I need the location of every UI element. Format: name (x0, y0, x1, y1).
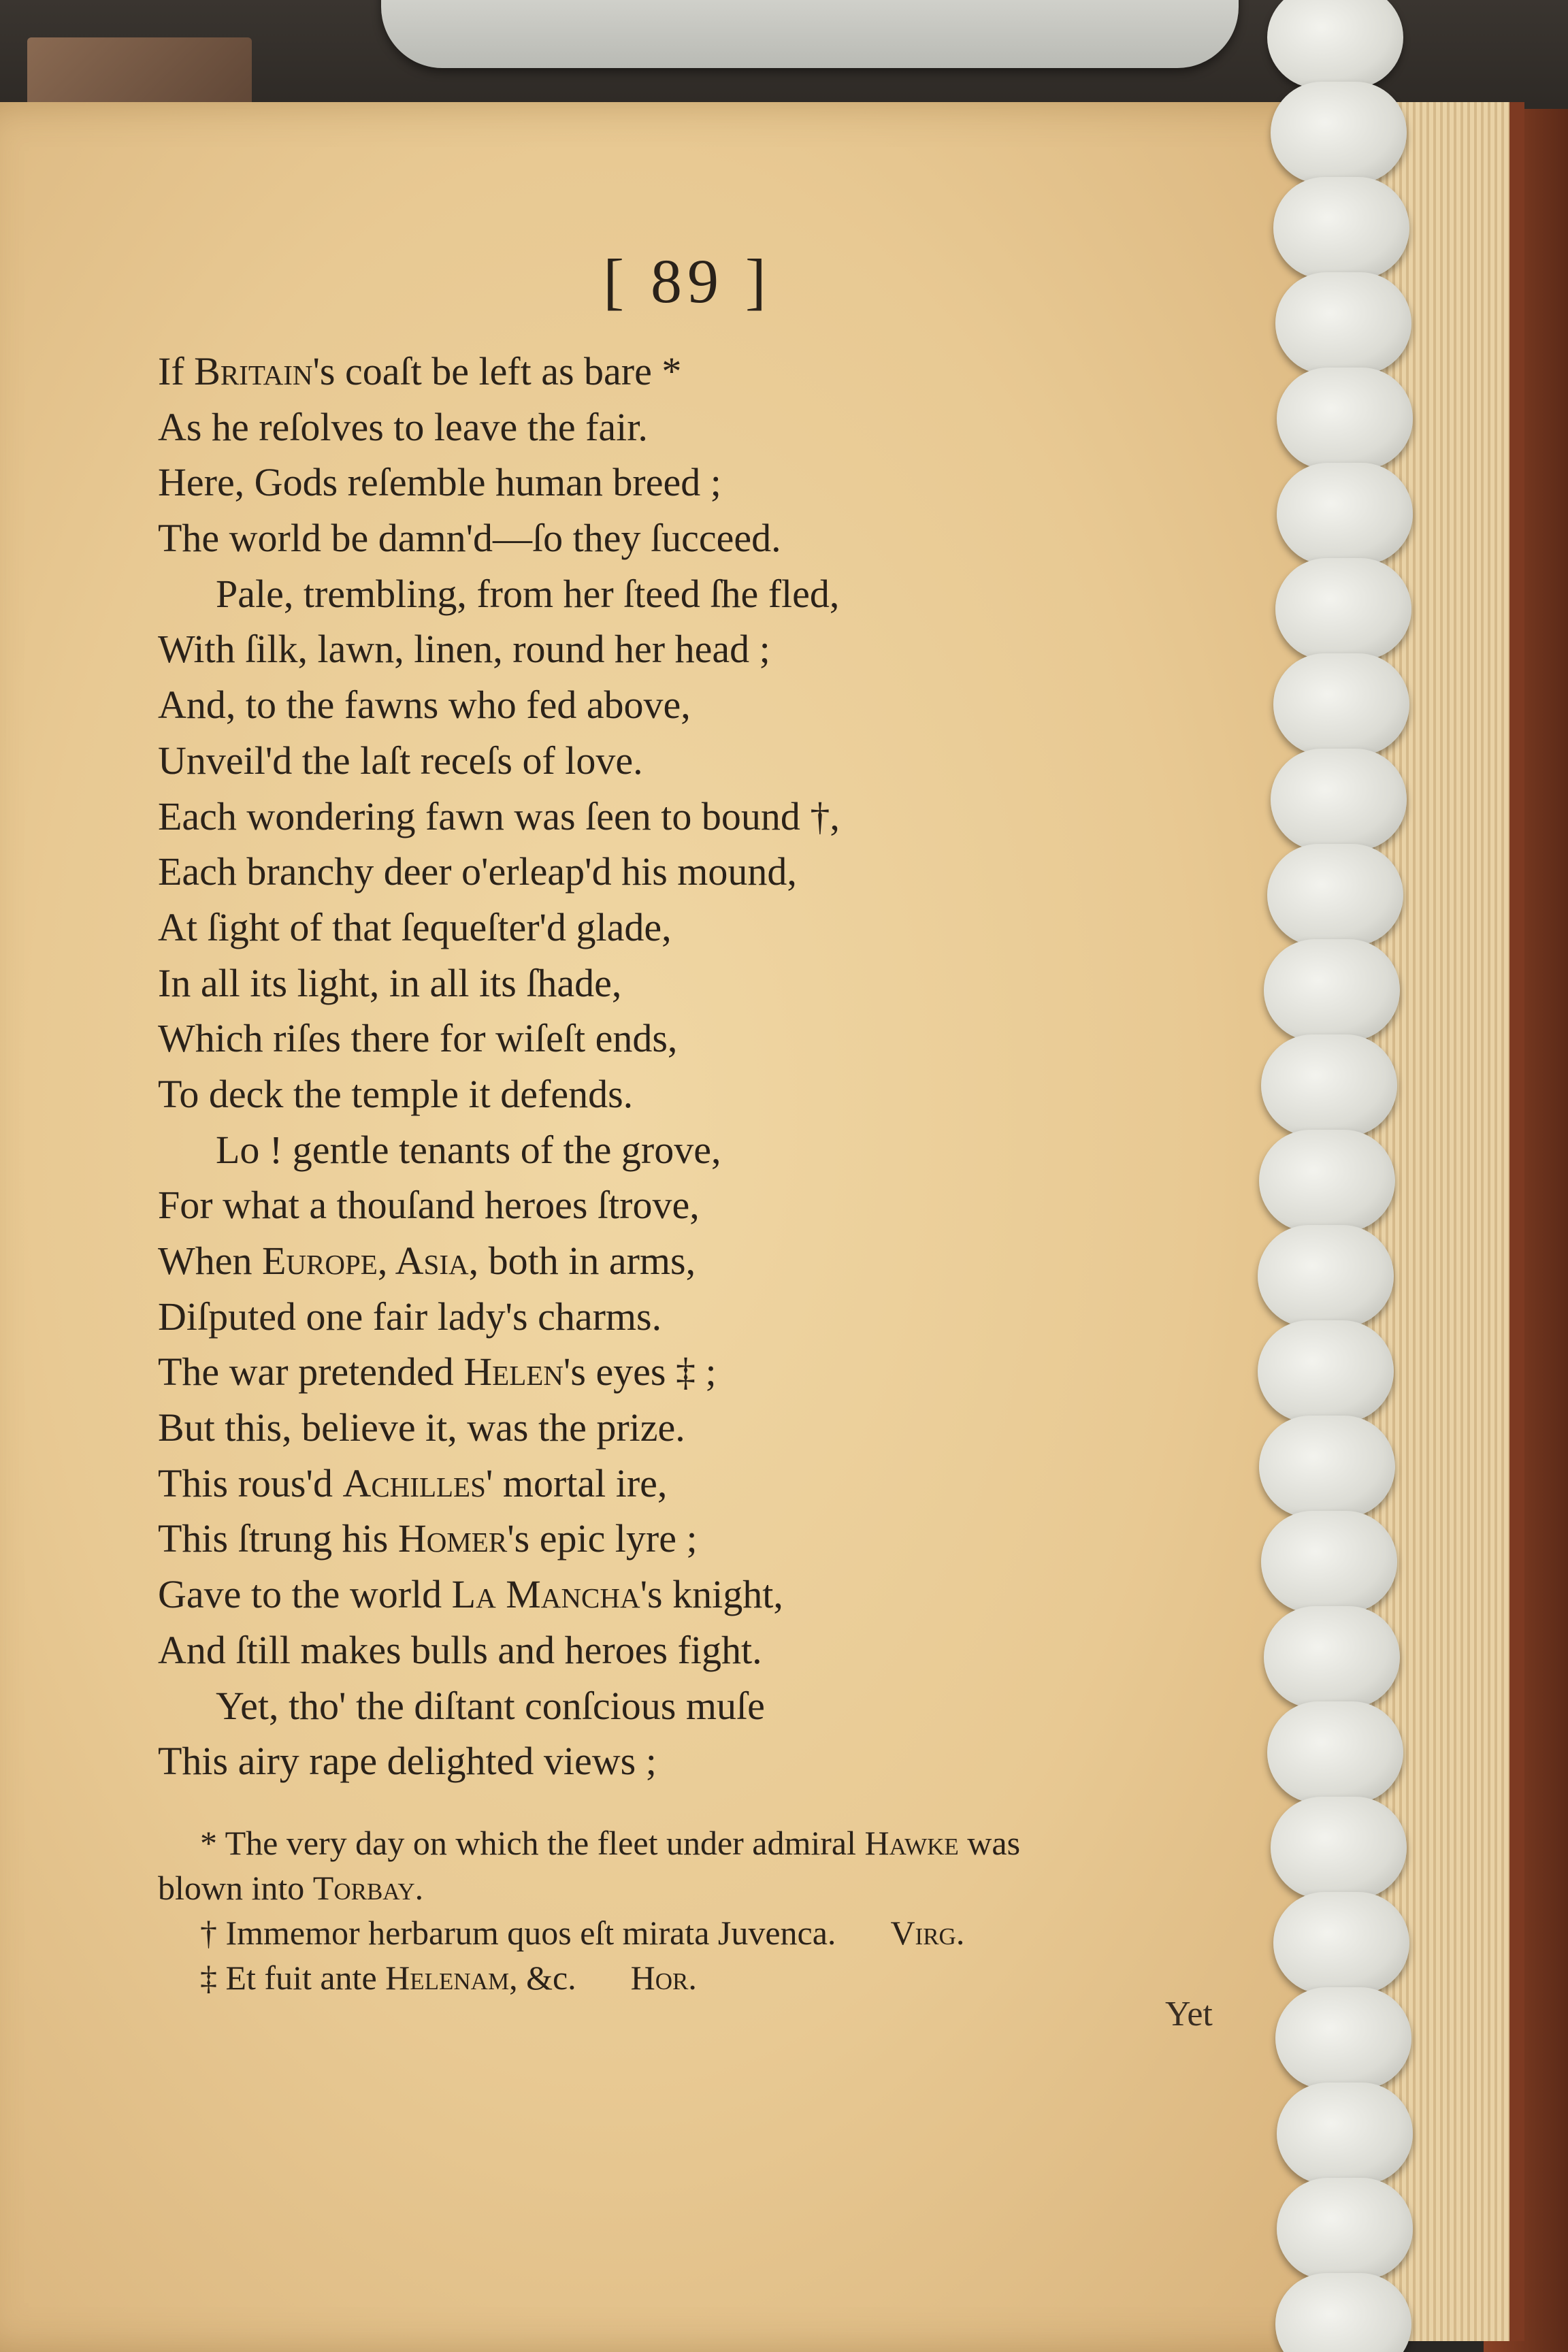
footnote: † Immemor herbarum quos eſt mirata Juvenca. Virg. (200, 1914, 965, 1952)
poem-line: At ſight of that ſequeſter'd glade, (158, 904, 672, 949)
ribbon-segment (1275, 272, 1411, 374)
ribbon-segment (1277, 463, 1413, 565)
ribbon-bookmark (1267, 0, 1403, 2352)
poem-line: Each branchy deer o'erleap'd his mound, (158, 849, 797, 894)
poem-line: Pale, trembling, from her ſteed ſhe fled, (216, 571, 840, 616)
ribbon-segment (1264, 939, 1400, 1041)
ribbon-segment (1267, 0, 1403, 88)
ribbon-segment (1271, 749, 1407, 851)
poem-line: Unveil'd the laſt receſs of love. (158, 738, 643, 783)
poem-text (158, 344, 1220, 1789)
poem-line: This ſtrung his Homer's epic lyre ; (158, 1516, 698, 1561)
ribbon-segment (1259, 1416, 1395, 1518)
poem-line: Diſputed one fair lady's charms. (158, 1294, 662, 1339)
poem-line: Each wondering fawn was ſeen to bound †, (158, 794, 840, 838)
ribbon-segment (1267, 844, 1403, 946)
ribbon-segment (1271, 82, 1407, 184)
footnotes (158, 1820, 1247, 2000)
poem-line: And, to the fawns who fed above, (158, 683, 691, 728)
poem-line: The war pretended Helen's eyes ‡ ; (158, 1350, 717, 1394)
footnote: ‡ Et fuit ante Helenam, &c. Hor. (200, 1959, 697, 1997)
footnote: * The very day on which the fleet under admiral Hawke was (200, 1824, 1021, 1862)
ribbon-segment (1259, 1130, 1395, 1232)
catchword: Yet (1165, 1995, 1213, 2034)
poem-line: Here, Gods reſemble human breed ; (158, 460, 721, 505)
poem-line: With ſilk, lawn, linen, round her head ; (158, 627, 770, 672)
ribbon-segment (1261, 1511, 1397, 1613)
cloth-bookmark-top (381, 0, 1239, 68)
poem-line: As he reſolves to leave the fair. (158, 404, 648, 449)
ribbon-segment (1273, 653, 1409, 755)
ribbon-segment (1258, 1225, 1394, 1327)
ribbon-segment (1277, 368, 1413, 470)
poem-line: Which riſes there for wiſeſt ends, (158, 1016, 678, 1061)
poem-line: This airy rape delighted views ; (158, 1739, 657, 1784)
page-number: [ 89 ] (603, 246, 772, 316)
ribbon-segment (1258, 1320, 1394, 1422)
poem-line: But this, believe it, was the prize. (158, 1405, 685, 1450)
poem-line: When Europe, Asia, both in arms, (158, 1239, 696, 1283)
ribbon-segment (1277, 2082, 1413, 2185)
poem-line: To deck the temple it defends. (158, 1071, 634, 1116)
ribbon-segment (1261, 1034, 1397, 1137)
poem-line: And ſtill makes bulls and heroes fight. (158, 1627, 762, 1672)
ribbon-segment (1273, 1892, 1409, 1994)
poem-line: The world be damn'd—ſo they ſucceed. (158, 516, 781, 561)
ribbon-segment (1264, 1606, 1400, 1708)
ribbon-segment (1277, 2178, 1413, 2280)
poem-line: This rous'd Achilles' mortal ire, (158, 1460, 668, 1505)
poem-line: Lo ! gentle tenants of the grove, (216, 1127, 721, 1172)
poem-line: If Britain's coaſt be left as bare * (158, 349, 682, 393)
ribbon-segment (1275, 2273, 1411, 2352)
ribbon-segment (1273, 177, 1409, 279)
ribbon-segment (1275, 1987, 1411, 2089)
poem-line: Yet, tho' the diſtant conſcious muſe (216, 1683, 765, 1728)
ribbon-segment (1271, 1797, 1407, 1899)
poem-line: For what a thouſand heroes ſtrove, (158, 1183, 700, 1228)
poem-line: In all its light, in all its ſhade, (158, 960, 622, 1005)
footnote: blown into Torbay. (158, 1869, 424, 1907)
ribbon-segment (1267, 1701, 1403, 1803)
poem-line: Gave to the world La Mancha's knight, (158, 1572, 783, 1617)
ribbon-segment (1275, 558, 1411, 660)
